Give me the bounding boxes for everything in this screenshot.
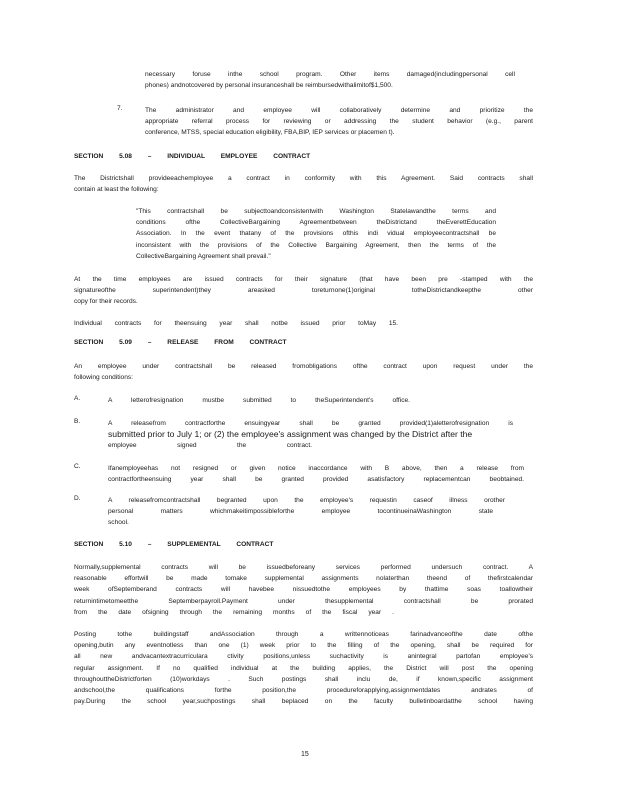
list-item-a [108, 395, 410, 406]
section-heading-5-10: SECTION 5.10 – SUPPLEMENTAL CONTRACT [74, 541, 274, 548]
text-line: following conditions: [74, 374, 134, 382]
text-line: necessary foruse inthe school program. Other items damaged(includingpersonal cell [145, 71, 515, 78]
text-line: throughouttheDistrictforten (10)workdays . Such postings shall inclu de, if known,specific assignment [74, 675, 533, 683]
text-line: pay.During the school year,suchpostings shall beplaced on the faculty bulletinboardatthe school having [74, 698, 533, 706]
text-line: from the date ofsigning through the remaining months of the fiscal year . [74, 608, 394, 616]
section-heading-5-09: SECTION 5.09 – RELEASE FROM CONTRACT [74, 339, 287, 346]
text-line: "This contractshall be subjecttoandconsistentwith Washington Statelawandthe terms and [136, 208, 496, 215]
text-line: The Districtshall provideeachemployee a contract in conformity with this Agreement. Said contracts shall [74, 175, 533, 182]
text-line: A letterofresignation mustbe submitted to theSuperintendent's office. [108, 397, 410, 404]
text-line: regular assignment. If no qualified individual at the building applies, the District will post the opening [74, 664, 533, 672]
paragraph [74, 361, 533, 383]
text-line: andschool,the qualifications forthe position,the procedureforapplying,assignmentdates andrates of [74, 687, 533, 695]
text-line: school. [108, 519, 129, 527]
text-line: personal matters whichmakeitimpossibleforthe employee tocontinueinaWashington state [108, 508, 493, 516]
text-line: An employee under contractshall be released fromobligations ofthe contract upon request under the [74, 363, 533, 370]
text-line: inconsistent with the provisions of the Collective Bargaining Agreement, then the terms of the [136, 241, 496, 249]
text-line: opening,butin any eventnotless than one (1) week prior to the filling of the opening, shall be required for [74, 642, 533, 650]
text-line: employee signed the contract. [108, 442, 312, 450]
page-number: 15 [301, 751, 309, 758]
paragraph [74, 318, 398, 329]
text-line: conference, MTSS, special education eligibility, FBA,BIP, IEP services or placemen t). [145, 129, 395, 137]
text-line: At the time employees are issued contracts for their signature (that have been pre -stamped with the [74, 276, 533, 283]
section-heading-5-08: SECTION 5.08 – INDIVIDUAL EMPLOYEE CONTRACT [74, 153, 311, 160]
text-line: The administrator and employee will collaboratively determine and prioritize the [145, 107, 533, 114]
text-line: CollectiveBargaining Agreement shall prevail." [136, 252, 271, 260]
continued-item-text [145, 69, 515, 91]
text-line: A releasefromcontractshall begranted upon the employee's requestin caseof illness orother [108, 497, 505, 504]
text-line: reasonable effortwill be made tomake supplemental assignments nolaterthan theend of thefirstcalendar [74, 575, 533, 583]
item-number: 7. [117, 105, 123, 112]
text-line: Association. In the event thatany of the provisions ofthis indi vidual employeecontractshall be [136, 230, 496, 238]
text-line: Normally,supplemental contracts will be issuedbeforeany services performed undersuch contract. A [74, 564, 533, 571]
text-line: submitted prior to July 1; or (2) the employee's assignment was changed by the District after the [108, 429, 473, 440]
list-letter: C. [74, 463, 81, 470]
list-letter: A. [74, 395, 81, 402]
list-item-c [108, 463, 524, 485]
text-line: signatureofthe superintendent)they areasked toreturnone(1)original totheDistrictandkeepthe other [74, 287, 533, 295]
list-letter: D. [74, 495, 81, 502]
text-line: week ofSeptemberand contracts will havebee nissuedtothe employees by thattime soas toallowtheir [74, 586, 533, 594]
text-line: Ifanemployeehas not resigned or given notice inaccordance with B above, then a release from [108, 465, 524, 472]
text-line: returnintimetomeetthe Septemberpayroll.Payment under thesupplemental contractshall be prorated [74, 597, 533, 605]
text-line: appropriate referral process for reviewing or addressing the student behavior (e.g., parent [145, 118, 533, 126]
paragraph [74, 629, 533, 707]
paragraph [74, 274, 533, 308]
text-line: contain at least the following: [74, 186, 159, 194]
item-7-text [145, 105, 533, 139]
text-line: Posting tothe buildingstaff andAssociation through a writtennoticeas farinadvanceofthe date ofthe [74, 631, 533, 638]
text-line: conditions ofthe CollectiveBargaining Agreementbetween theDistrictand theEverettEducation [136, 219, 496, 227]
list-letter: B. [74, 418, 81, 425]
text-line: A releasefrom contractforthe ensuingyear shall be granted provided(1)aletterofresignation is [108, 420, 513, 427]
list-item-b [108, 418, 524, 451]
text-line: copy for their records. [74, 298, 138, 306]
text-line: Individual contracts for theensuing year shall notbe issued prior toMay 15. [74, 320, 398, 327]
text-line: phones) andnotcovered by personal insuranceshall be reimbursedwithalimitof$1,500. [145, 82, 393, 90]
contract-quote [136, 206, 496, 262]
paragraph [74, 562, 533, 618]
text-line: contractfortheensuing year shall be granted provided asatisfactory replacementcan beobtained. [108, 476, 524, 484]
text-line: all new andvacantextracurriculara ctivity positions,unless suchactivity is anintegral partofan employee's [74, 653, 533, 661]
paragraph [74, 173, 533, 195]
list-item-d [108, 495, 505, 529]
